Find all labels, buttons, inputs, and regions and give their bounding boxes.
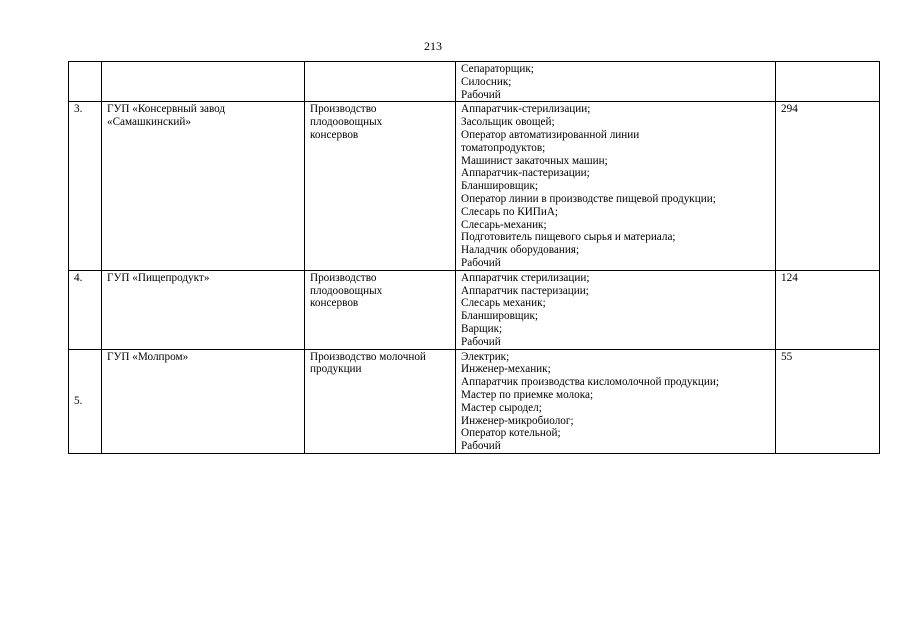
professions-line: Инженер-механик;	[461, 363, 551, 376]
production-cell	[305, 62, 456, 102]
table-row	[69, 62, 880, 102]
row-number-cell: 4.	[69, 270, 102, 349]
production-cell	[305, 102, 456, 270]
organization-line: ГУП «Молпром»	[107, 350, 189, 363]
professions-line: Аппаратчик-стерилизации;	[461, 103, 591, 116]
table-row	[69, 102, 880, 270]
organization-line: ГУП «Пищепродукт»	[107, 271, 210, 284]
professions-line: Силосник;	[461, 75, 512, 88]
professions-cell	[456, 270, 776, 349]
professions-line: Бланшировщик;	[461, 180, 539, 193]
production-line: Производство	[310, 271, 377, 284]
enterprise-table	[68, 61, 880, 454]
organization-cell	[102, 102, 305, 270]
production-line: продукции	[310, 363, 362, 376]
professions-line: Слесарь-механик;	[461, 218, 547, 231]
professions-line: Сепараторщик;	[461, 63, 534, 75]
professions-line: Бланшировщик;	[461, 310, 539, 323]
row-number-cell: 3.	[69, 102, 102, 270]
professions-line: Подготовитель пищевого сырья и материала;	[461, 231, 676, 244]
professions-line: Мастер по приемке молока;	[461, 388, 594, 401]
table-row	[69, 349, 880, 453]
professions-line: Рабочий	[461, 335, 501, 348]
professions-line: Аппаратчик пастеризации;	[461, 284, 589, 297]
production-line: консервов	[310, 297, 359, 310]
professions-line: Аппаратчик-пастеризации;	[461, 167, 590, 180]
count-cell: 55	[776, 349, 880, 453]
professions-cell	[456, 349, 776, 453]
row-number-cell	[69, 62, 102, 102]
page-number: 213	[424, 39, 442, 53]
professions-line: Слесарь механик;	[461, 297, 546, 310]
professions-line: Оператор автоматизированной линии	[461, 128, 640, 141]
organization-cell	[102, 270, 305, 349]
count-cell: 294	[776, 102, 880, 270]
professions-line: Аппаратчик стерилизации;	[461, 271, 590, 284]
production-line: Производство молочной	[310, 350, 426, 363]
professions-line: Рабочий	[461, 440, 501, 453]
professions-line: томатопродуктов;	[461, 141, 546, 154]
table-body	[69, 62, 880, 454]
professions-line: Рабочий	[461, 88, 501, 101]
production-line: Производство	[310, 103, 377, 116]
row-number-cell: 5.	[69, 349, 102, 453]
professions-line: Рабочий	[461, 256, 501, 269]
organization-line: «Самашкинский»	[107, 116, 191, 129]
count-cell	[776, 62, 880, 102]
organization-line: ГУП «Консервный завод	[107, 103, 226, 116]
professions-line: Аппаратчик производства кисломолочной продукции;	[461, 376, 719, 389]
production-line: консервов	[310, 128, 359, 141]
professions-line: Инженер-микробиолог;	[461, 414, 574, 427]
professions-line: Оператор котельной;	[461, 427, 561, 440]
professions-line: Засольщик овощей;	[461, 116, 555, 129]
professions-line: Мастер сыродел;	[461, 401, 542, 414]
professions-line: Электрик;	[461, 350, 510, 363]
production-cell	[305, 349, 456, 453]
professions-line: Слесарь по КИПиА;	[461, 205, 559, 218]
production-cell	[305, 270, 456, 349]
professions-line: Машинист закаточных машин;	[461, 154, 608, 167]
professions-cell	[456, 102, 776, 270]
professions-line: Оператор линии в производстве пищевой продукции;	[461, 192, 716, 205]
count-cell: 124	[776, 270, 880, 349]
professions-cell	[456, 62, 776, 102]
table-row	[69, 270, 880, 349]
production-line: плодоовощных	[310, 284, 383, 297]
organization-cell	[102, 349, 305, 453]
organization-cell	[102, 62, 305, 102]
production-line: плодоовощных	[310, 116, 383, 129]
professions-line: Наладчик оборудования;	[461, 244, 580, 257]
professions-line: Варщик;	[461, 322, 503, 335]
